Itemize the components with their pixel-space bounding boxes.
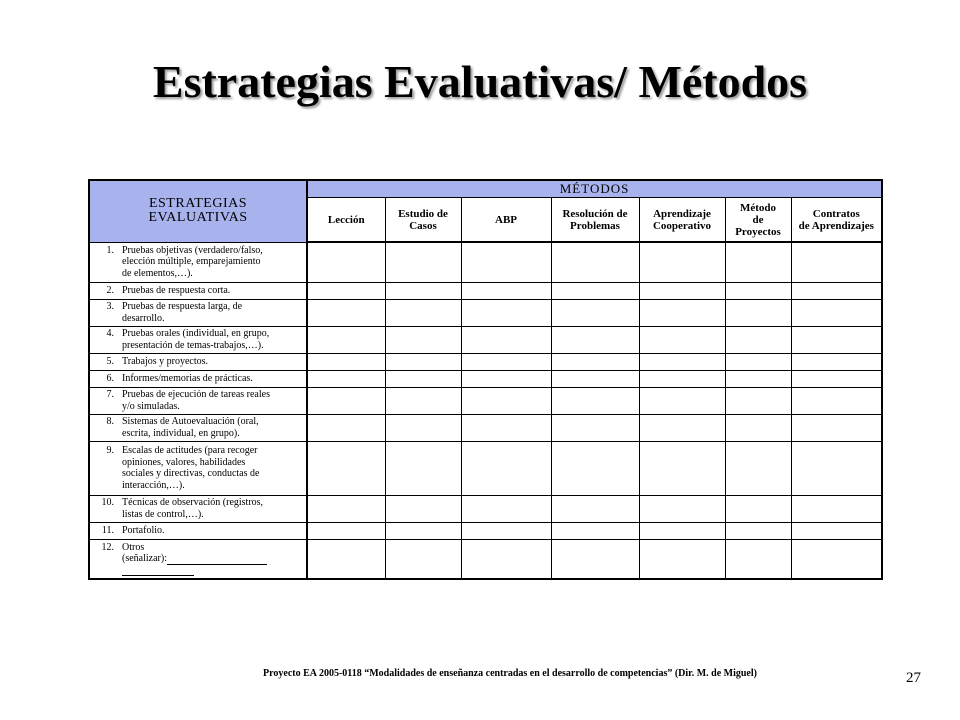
strategy-text-value: Informes/memorias de prácticas.: [122, 372, 253, 384]
strategy-text-value: desarrollo.: [122, 312, 165, 324]
method-cell: [307, 539, 385, 579]
method-cell: [551, 370, 639, 387]
strategy-text-line: [122, 509, 302, 521]
strategy-text-line: [122, 245, 302, 257]
method-header: [791, 198, 882, 243]
method-cell: [461, 387, 551, 414]
strategy-text: [122, 356, 306, 368]
method-cell: [551, 495, 639, 522]
method-cell: [385, 370, 461, 387]
method-cell: [551, 326, 639, 353]
method-cell: [551, 441, 639, 495]
strategy-text-line: [122, 457, 302, 469]
method-header: [551, 198, 639, 243]
strategy-text-value: Técnicas de observación (registros,: [122, 497, 264, 508]
footer-text: Proyecto EA 2005-0118 “Modalidades de enseñanza centradas en el desarrollo de competencias” (Dir. M. de Miguel): [263, 668, 757, 679]
strategy-number: 12.: [101, 541, 114, 553]
method-cell: [385, 522, 461, 539]
method-cell: [551, 299, 639, 326]
strategy-text: [122, 373, 306, 385]
table-row: [89, 414, 882, 441]
strategy-text-line: [122, 428, 302, 440]
strategy-text-value: Trabajos y proyectos.: [122, 355, 209, 367]
strategy-text-line: [122, 285, 302, 297]
method-cell: [791, 242, 882, 282]
strategy-number: 2.: [106, 284, 114, 296]
method-cell: [725, 414, 791, 441]
method-cell: [725, 299, 791, 326]
strategy-text-value: listas de control,…).: [122, 508, 204, 520]
strategy-text-line: [122, 313, 302, 325]
method-cell: [385, 353, 461, 370]
method-cell: [307, 353, 385, 370]
method-cell: [791, 441, 882, 495]
method-cell: [639, 299, 725, 326]
method-cell: [791, 414, 882, 441]
strategy-text: [122, 416, 306, 439]
method-cell: [307, 387, 385, 414]
strategy-text-line: [122, 356, 302, 368]
strategy-cell: [89, 414, 307, 441]
method-cell: [461, 299, 551, 326]
method-cell: [791, 326, 882, 353]
strategy-text-line: [122, 542, 302, 554]
method-header: [385, 198, 461, 243]
strategy-number: 7.: [106, 389, 114, 400]
method-cell: [551, 282, 639, 299]
method-header-line: Resolución de: [562, 207, 628, 220]
method-cell: [385, 282, 461, 299]
method-header-line: Estudio de: [398, 207, 448, 220]
method-cell: [725, 495, 791, 522]
method-header-line: Problemas: [570, 219, 620, 232]
strategy-number: 10.: [101, 497, 114, 508]
strategy-text-value: Escalas de actitudes (para recoger: [122, 445, 258, 456]
method-cell: [791, 282, 882, 299]
method-cell: [461, 522, 551, 539]
method-cell: [725, 326, 791, 353]
strategy-text-value: Pruebas orales (individual, en grupo,: [122, 328, 270, 339]
strategy-number: 5.: [106, 355, 114, 367]
method-cell: [639, 370, 725, 387]
method-cell: [307, 522, 385, 539]
strategy-text-line: [122, 468, 302, 480]
strategy-text-value: Pruebas objetivas (verdadero/falso,: [122, 244, 263, 256]
strategy-cell: [89, 539, 307, 579]
method-cell: [639, 326, 725, 353]
method-cell: [639, 414, 725, 441]
method-cell: [551, 522, 639, 539]
method-cell: [791, 353, 882, 370]
method-cell: [791, 299, 882, 326]
strategy-text-line: [122, 553, 302, 565]
strategy-text-line: [122, 301, 302, 313]
method-cell: [791, 539, 882, 579]
method-cell: [551, 242, 639, 282]
strategy-text-line: [122, 480, 302, 492]
table-row: [89, 522, 882, 539]
strategy-text: [122, 245, 306, 280]
table-row: [89, 326, 882, 353]
method-cell: [461, 441, 551, 495]
method-cell: [461, 282, 551, 299]
strategy-text-value: opiniones, valores, habilidades: [122, 456, 246, 468]
strategy-number: 8.: [106, 416, 114, 427]
strategy-cell: [89, 441, 307, 495]
strategy-text-value: Pruebas de ejecución de tareas reales: [122, 389, 270, 400]
method-cell: [551, 387, 639, 414]
method-header-line: de: [752, 213, 764, 226]
strategy-text-value: Sistemas de Autoevaluación (oral,: [122, 416, 259, 427]
method-cell: [725, 441, 791, 495]
method-cell: [385, 242, 461, 282]
strategy-text-value: sociales y directivas, conductas de: [122, 468, 260, 479]
blank-fill-line: [167, 554, 267, 565]
strategy-text-value: Pruebas de respuesta corta.: [122, 284, 231, 296]
strategy-text-value: (señalizar):: [122, 553, 167, 564]
strategy-text-line: [122, 389, 302, 401]
strategy-text-line: [122, 525, 302, 537]
strategy-number: 3.: [106, 301, 114, 312]
method-cell: [307, 370, 385, 387]
method-header-line: Método: [739, 201, 777, 214]
method-cell: [385, 539, 461, 579]
strategy-text-line: [122, 445, 302, 457]
page-number: 27: [906, 670, 921, 686]
method-cell: [307, 326, 385, 353]
table-row: [89, 539, 882, 579]
method-header: [725, 198, 791, 243]
strategies-header-line2: EVALUATIVAS: [148, 210, 248, 226]
strategy-text-value: Otros: [122, 541, 145, 553]
strategy-cell: [89, 370, 307, 387]
method-cell: [791, 495, 882, 522]
methods-header: MÉTODOS: [307, 180, 882, 198]
method-cell: [461, 326, 551, 353]
method-cell: [551, 414, 639, 441]
strategy-text: [122, 301, 306, 324]
method-cell: [791, 522, 882, 539]
strategy-cell: [89, 242, 307, 282]
method-cell: [307, 242, 385, 282]
method-cell: [639, 441, 725, 495]
method-cell: [385, 326, 461, 353]
strategy-text-line: [122, 328, 302, 340]
table-row: [89, 299, 882, 326]
strategy-number: 11.: [101, 524, 114, 536]
method-cell: [385, 299, 461, 326]
strategy-text-value: elección múltiple, emparejamiento: [122, 256, 261, 268]
evaluation-methods-table: [88, 179, 883, 580]
strategy-cell: [89, 282, 307, 299]
blank-fill-line: [122, 565, 194, 576]
method-cell: [725, 387, 791, 414]
method-cell: [725, 242, 791, 282]
table-row: [89, 370, 882, 387]
method-cell: [307, 299, 385, 326]
table-row: [89, 387, 882, 414]
method-header-line: ABP: [495, 213, 517, 226]
method-header-line: de Aprendizajes: [798, 219, 874, 232]
strategy-cell: [89, 387, 307, 414]
strategy-text-value: escrita, individual, en grupo).: [122, 427, 240, 439]
table-row: [89, 282, 882, 299]
method-cell: [461, 414, 551, 441]
method-cell: [385, 387, 461, 414]
strategies-body: [89, 242, 882, 579]
strategy-text-value: de elementos,…).: [122, 267, 193, 279]
table-row: [89, 242, 882, 282]
method-cell: [461, 242, 551, 282]
method-cell: [791, 387, 882, 414]
method-cell: [725, 282, 791, 299]
strategy-text: [122, 445, 306, 491]
method-cell: [461, 539, 551, 579]
method-cell: [385, 441, 461, 495]
method-cell: [639, 282, 725, 299]
strategy-text: [122, 525, 306, 537]
strategy-text-line: [122, 340, 302, 352]
method-cell: [639, 353, 725, 370]
method-cell: [725, 522, 791, 539]
strategy-text-value: Portafolio.: [122, 524, 165, 536]
method-cell: [461, 495, 551, 522]
method-header-line: Casos: [409, 219, 437, 232]
method-cell: [385, 495, 461, 522]
method-cell: [725, 353, 791, 370]
method-cell: [461, 353, 551, 370]
method-header: [461, 198, 551, 243]
method-header-line: Contratos: [812, 207, 860, 220]
strategy-text-line: [122, 416, 302, 428]
method-header-line: Lección: [327, 213, 365, 226]
strategy-text-value: Pruebas de respuesta larga, de: [122, 301, 243, 312]
method-cell: [639, 522, 725, 539]
method-cell: [725, 370, 791, 387]
strategies-header-line1: ESTRATEGIAS: [148, 196, 248, 212]
method-cell: [307, 414, 385, 441]
strategy-number: 6.: [106, 372, 114, 384]
method-cell: [725, 539, 791, 579]
strategy-number: 1.: [106, 244, 114, 256]
strategy-text-value: y/o simuladas.: [122, 400, 180, 412]
slide-title: Estrategias Evaluativas/ Métodos: [152, 56, 808, 107]
method-cell: [461, 370, 551, 387]
strategy-cell: [89, 495, 307, 522]
strategy-text-line: [122, 401, 302, 413]
method-cell: [307, 441, 385, 495]
method-cell: [307, 495, 385, 522]
method-cell: [791, 370, 882, 387]
method-cell: [639, 242, 725, 282]
strategy-text-value: interacción,…).: [122, 479, 185, 491]
table-row: [89, 441, 882, 495]
strategy-text-line: [122, 497, 302, 509]
strategy-cell: [89, 299, 307, 326]
method-header-line: Cooperativo: [652, 219, 712, 232]
strategy-text: [122, 497, 306, 520]
strategy-text: [122, 328, 306, 351]
strategy-text: [122, 285, 306, 297]
strategy-text-line: [122, 268, 302, 280]
strategy-text: [122, 389, 306, 412]
strategy-number: 9.: [106, 445, 114, 456]
strategy-number: 4.: [106, 328, 114, 339]
method-header: [639, 198, 725, 243]
method-cell: [385, 414, 461, 441]
table-row: [89, 495, 882, 522]
method-cell: [551, 539, 639, 579]
strategy-text-line: [122, 373, 302, 385]
method-header-line: Proyectos: [735, 225, 781, 238]
method-header: [307, 198, 385, 243]
strategy-text-line: [122, 256, 302, 268]
method-cell: [307, 282, 385, 299]
strategy-text-value: presentación de temas-trabajos,…).: [122, 339, 264, 351]
method-cell: [639, 539, 725, 579]
strategy-cell: [89, 326, 307, 353]
strategies-header: [89, 180, 307, 242]
table-row: [89, 353, 882, 370]
method-cell: [639, 495, 725, 522]
strategy-text: [122, 542, 306, 577]
method-cell: [551, 353, 639, 370]
method-header-line: Aprendizaje: [653, 207, 711, 220]
strategy-cell: [89, 353, 307, 370]
method-cell: [639, 387, 725, 414]
strategy-cell: [89, 522, 307, 539]
